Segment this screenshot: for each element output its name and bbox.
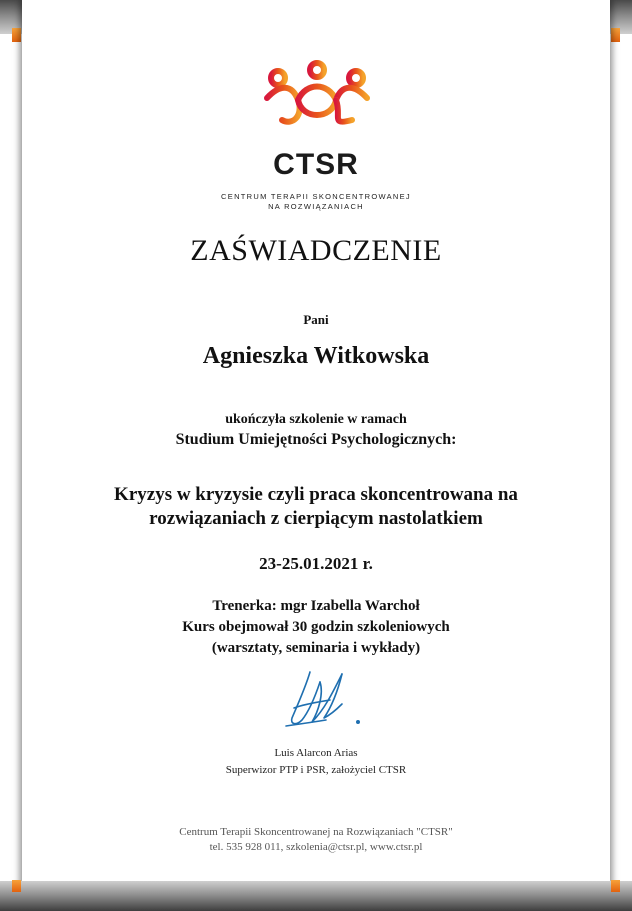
bottom-frame-bar <box>0 881 632 911</box>
recipient-name: Agnieszka Witkowska <box>202 343 430 369</box>
brand-subtitle-line1: CENTRUM TERAPII SKONCENTROWANEJ <box>221 192 411 201</box>
top-left-accent <box>12 28 21 42</box>
completion-line: ukończyła szkolenie w ramach <box>225 412 407 427</box>
bottom-right-accent <box>611 880 620 892</box>
salutation: Pani <box>303 312 329 327</box>
ctsr-logo-icon <box>262 60 372 134</box>
signer-name: Luis Alarcon Arias <box>274 747 358 759</box>
course-title-line1: Kryzys w kryzysie czyli praca skoncentrowana na <box>114 484 518 505</box>
handwritten-signature <box>280 664 370 736</box>
format-line: (warsztaty, seminaria i wykłady) <box>211 640 421 656</box>
program-name: Studium Umiejętności Psychologicznych: <box>175 431 457 448</box>
footer-organization: Centrum Terapii Skoncentrowanej na Rozwiązaniach "CTSR" <box>179 826 453 838</box>
brand-name: CTSR <box>273 148 359 181</box>
signer-role: Superwizor PTP i PSR, założyciel CTSR <box>225 764 407 776</box>
bottom-left-accent <box>12 880 21 892</box>
hours-line: Kurs obejmował 30 godzin szkoleniowych <box>182 619 450 635</box>
certificate-page <box>22 0 610 911</box>
top-right-accent <box>611 28 620 42</box>
course-dates: 23-25.01.2021 r. <box>259 554 373 573</box>
trainer-line: Trenerka: mgr Izabella Warchoł <box>212 598 420 614</box>
footer-contact: tel. 535 928 011, szkolenia@ctsr.pl, www.ctsr.pl <box>209 841 423 853</box>
brand-subtitle-line2: NA ROZWIĄZANIACH <box>268 202 364 211</box>
certificate-title: ZAŚWIADCZENIE <box>190 234 442 267</box>
course-title-line2: rozwiązaniach z cierpiącym nastolatkiem <box>149 508 483 529</box>
